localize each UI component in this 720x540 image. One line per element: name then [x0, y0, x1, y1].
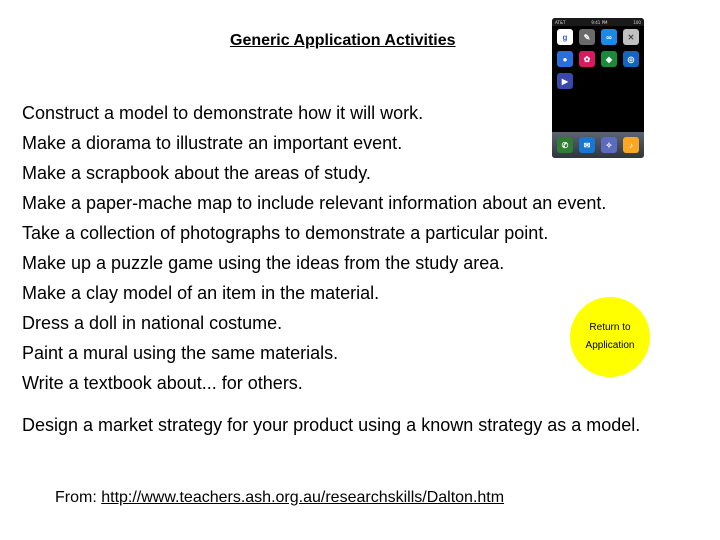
- flower-app-icon: ✿: [579, 51, 595, 67]
- person-app-icon: ●: [557, 51, 573, 67]
- phone-status-bar: [552, 18, 644, 26]
- app-grid: [557, 29, 641, 95]
- list-item: Write a textbook about... for others.: [22, 373, 303, 393]
- list-item: Make a diorama to illustrate an important event.: [22, 133, 403, 153]
- list-item: Make a clay model of an item in the material.: [22, 283, 380, 303]
- return-button-line1: Return to: [589, 322, 631, 333]
- source-line: [55, 489, 504, 507]
- battery-label: 100: [633, 19, 641, 25]
- list-item: Construct a model to demonstrate how it will work.: [22, 103, 424, 123]
- compass-icon: ✧: [601, 137, 617, 153]
- globe-app-icon: ◎: [623, 51, 639, 67]
- phone-image: [552, 18, 644, 158]
- strategy-text: Design a market strategy for your product using a known strategy as a model.: [22, 415, 641, 435]
- google-app-icon: g: [557, 29, 573, 45]
- activities-list: [22, 98, 606, 398]
- list-item: Take a collection of photographs to demonstrate a particular point.: [22, 223, 549, 243]
- page-title: Generic Application Activities: [230, 32, 456, 49]
- time-label: 9:41 PM: [591, 19, 608, 25]
- source-link[interactable]: http://www.teachers.ash.org.au/researchskills/Dalton.htm: [101, 489, 505, 506]
- list-item: Make up a puzzle game using the ideas from the study area.: [22, 253, 505, 273]
- phone-call-icon: ✆: [557, 137, 573, 153]
- list-item: Make a scrapbook about the areas of study.: [22, 163, 371, 183]
- phone-dock: [552, 132, 644, 158]
- list-item: Paint a mural using the same materials.: [22, 343, 339, 363]
- return-button-line2: Application: [585, 340, 635, 351]
- loop-app-icon: ∞: [601, 29, 617, 45]
- source-prefix: From:: [55, 489, 102, 506]
- return-to-application-button[interactable]: [570, 297, 650, 377]
- music-icon: ♪: [623, 137, 639, 153]
- puzzle-app-icon: ◆: [601, 51, 617, 67]
- media-app-icon: ▶: [557, 73, 573, 89]
- tools-app-icon: ✕: [623, 29, 639, 45]
- list-item: Dress a doll in national costume.: [22, 313, 283, 333]
- carrier-label: AT&T: [555, 19, 566, 25]
- list-item: Make a paper-mache map to include relevant information about an event.: [22, 193, 607, 213]
- pencil-app-icon: ✎: [579, 29, 595, 45]
- mail-icon: ✉: [579, 137, 595, 153]
